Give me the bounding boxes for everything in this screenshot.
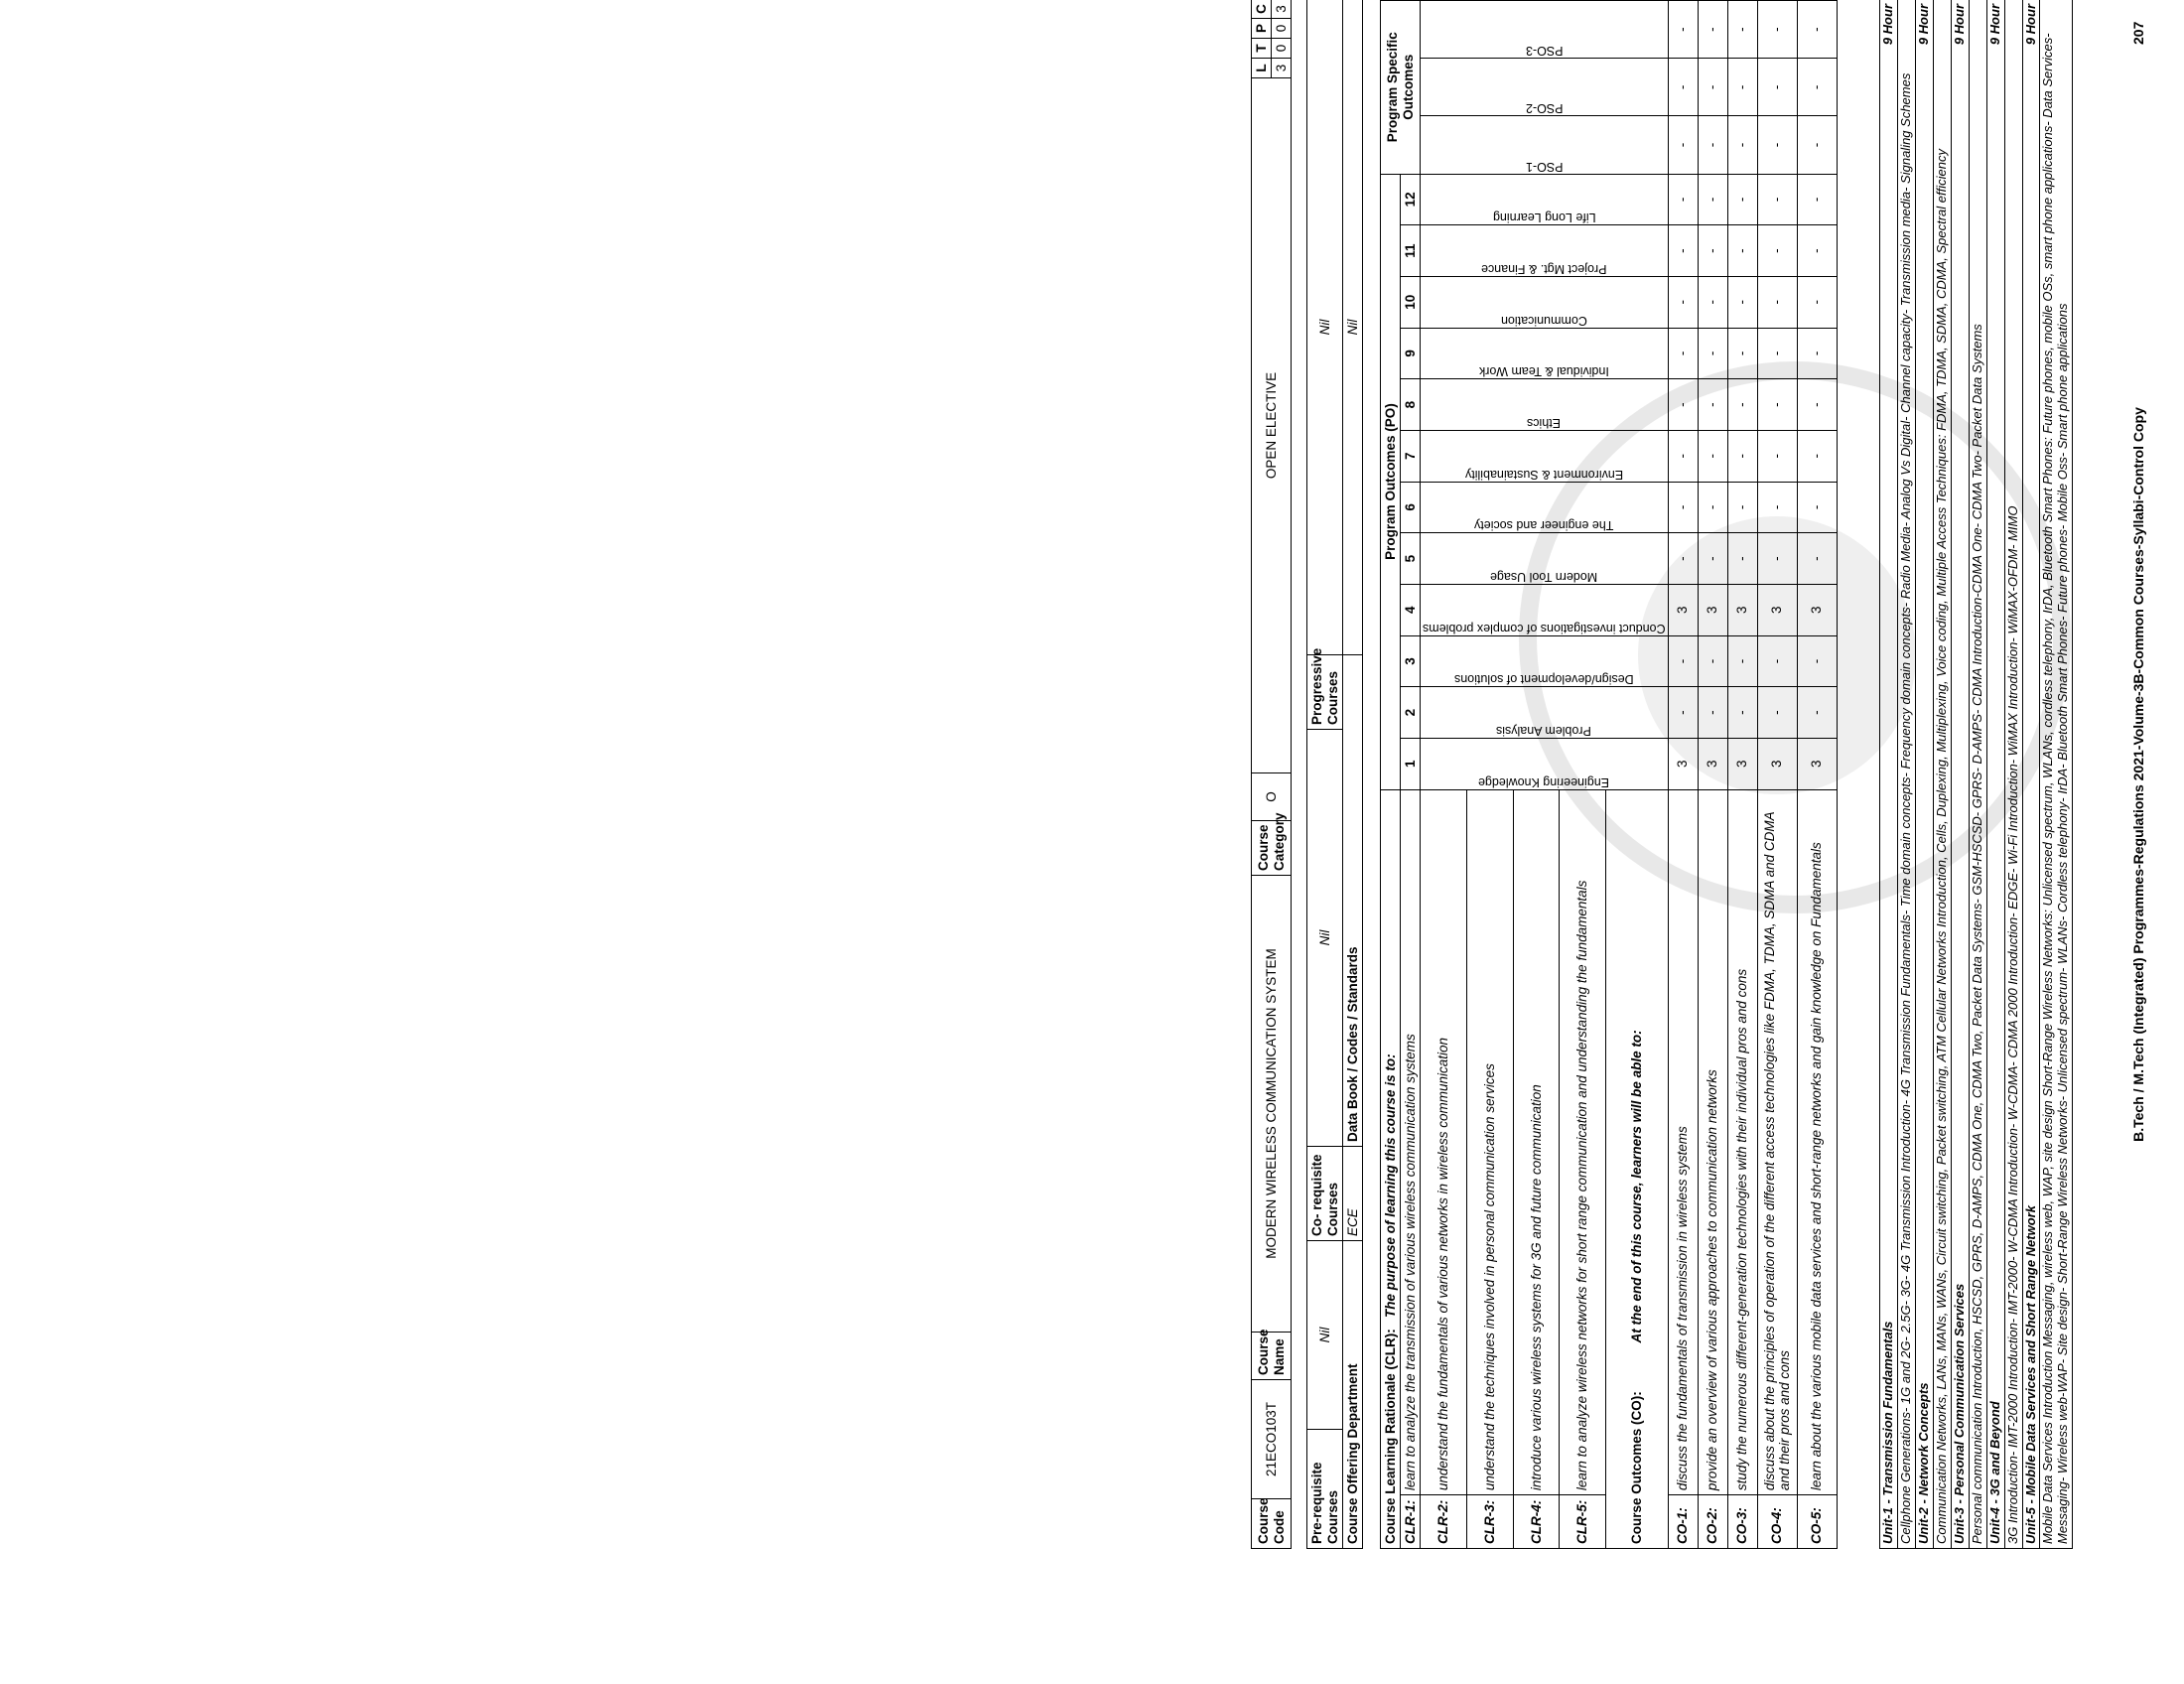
co-4-po7: - [1757, 430, 1797, 482]
ltpc-label-t: T [1252, 39, 1272, 59]
po-label-cell [1421, 174, 1669, 225]
co-5-po7: - [1797, 430, 1837, 482]
po-heading: Program Outcomes (PO) [1381, 174, 1401, 789]
co-1-text: discuss the fundamentals of transmission in wireless systems [1668, 789, 1698, 1495]
page-number: 207 [2130, 21, 2146, 45]
unit-3-hours: 9 Hour [1951, 0, 1969, 70]
po-number: 1 [1401, 738, 1421, 789]
pso-label: PSO-2 [1525, 101, 1564, 116]
progressive-value: Nil [1307, 0, 1343, 655]
co-3-id: CO-3: [1727, 1495, 1757, 1549]
co-4-po11: - [1757, 225, 1797, 277]
co-heading: Course Outcomes (CO): [1629, 1391, 1645, 1544]
po-label-cell [1421, 328, 1669, 379]
po-number: 9 [1401, 328, 1421, 379]
co-2-po9: - [1698, 328, 1727, 379]
co-3-pso2: - [1727, 59, 1757, 116]
po-number: 10 [1401, 276, 1421, 328]
co-4-pso2: - [1757, 59, 1797, 116]
course-category-name: OPEN ELECTIVE [1252, 78, 1292, 773]
ltpc-value-p: 0 [1272, 19, 1292, 39]
page-footer: B.Tech / M.Tech (Integrated) Programmes-Regulations 2021-Volume-3B-Common Courses-Syllabi-Control Copy [2130, 407, 2146, 1142]
co-4-po12: - [1757, 174, 1797, 225]
po-number: 8 [1401, 379, 1421, 431]
co-1-po11: - [1668, 225, 1698, 277]
pso-label-cell [1421, 116, 1669, 174]
units-table [1879, 0, 2073, 1549]
co-2-po1: 3 [1698, 738, 1727, 789]
po-label-cell [1421, 687, 1669, 739]
po-label-cell [1421, 430, 1669, 482]
po-label-cell [1421, 738, 1669, 789]
co-5-po9: - [1797, 328, 1837, 379]
po-number: 7 [1401, 430, 1421, 482]
co-1-po10: - [1668, 276, 1698, 328]
co-3-po5: - [1727, 533, 1757, 585]
co-1-po4: 3 [1668, 584, 1698, 635]
clr-1-text: learn to analyze the transmission of various wireless communication systems [1401, 789, 1421, 1495]
prerequisite-table [1306, 0, 1363, 1549]
po-number: 2 [1401, 687, 1421, 739]
co-3-po11: - [1727, 225, 1757, 277]
unit-1-hours: 9 Hour [1880, 0, 1898, 70]
co-2-po5: - [1698, 533, 1727, 585]
unit-5-title: Unit-5 - Mobile Data Services and Short Range Network [2022, 70, 2040, 1549]
po-number: 6 [1401, 482, 1421, 533]
co-1-po12: - [1668, 174, 1698, 225]
po-label: The engineer and society [1474, 518, 1614, 533]
co-5-pso2: - [1797, 59, 1837, 116]
co-4-pso3: - [1757, 1, 1797, 59]
co-2-po4: 3 [1698, 584, 1727, 635]
course-code: 21ECO103T [1252, 1380, 1292, 1499]
co-2-po6: - [1698, 482, 1727, 533]
pso-label: PSO-3 [1525, 44, 1564, 59]
pso-heading: Program Specific Outcomes [1381, 1, 1421, 175]
co-4-po4: 3 [1757, 584, 1797, 635]
clr-3-text: understand the techniques involved in personal communication services [1466, 789, 1513, 1495]
co-3-po3: - [1727, 635, 1757, 687]
po-number: 12 [1401, 174, 1421, 225]
co-5-po1: 3 [1797, 738, 1837, 789]
co-2-pso1: - [1698, 116, 1727, 174]
co-4-po5: - [1757, 533, 1797, 585]
po-label-cell [1421, 482, 1669, 533]
po-label: Communication [1500, 313, 1587, 328]
co-1-po3: - [1668, 635, 1698, 687]
co-5-po12: - [1797, 174, 1837, 225]
progressive-label: Progressive Courses [1307, 655, 1343, 730]
co-2-pso3: - [1698, 1, 1727, 59]
clr-1-id: CLR-1: [1401, 1495, 1421, 1549]
dept-label: Course Offering Department [1343, 1241, 1363, 1549]
co-5-pso3: - [1797, 1, 1837, 59]
outcomes-matrix [1380, 0, 1838, 1549]
ltpc-value-l: 3 [1272, 59, 1292, 78]
ltpc-label-l: L [1252, 59, 1272, 78]
course-code-label: Course Code [1252, 1499, 1292, 1549]
pso-label-cell [1421, 1, 1669, 59]
unit-1-content: Cellphone Generations- 1G and 2G- 2.5G- 3G- 4G Transmission Introduction- 4G Transmission Fundamentals- Time domain concepts- Frequency domain concepts- Radio Media- Analog Vs Digital- Channel capacity- Transmission media- Signaling Schemes [1897, 0, 1915, 1549]
po-label: Conduct investigations of complex problems [1423, 621, 1666, 635]
po-label: Project Mgt. & Finance [1481, 261, 1607, 276]
co-2-po2: - [1698, 687, 1727, 739]
po-label-cell [1421, 276, 1669, 328]
co-3-po1: 3 [1727, 738, 1757, 789]
co-heading-row [1606, 789, 1668, 1548]
po-label-cell [1421, 533, 1669, 585]
po-label-cell [1421, 584, 1669, 635]
co-1-pso3: - [1668, 1, 1698, 59]
co-3-po4: 3 [1727, 584, 1757, 635]
po-number: 4 [1401, 584, 1421, 635]
co-1-po9: - [1668, 328, 1698, 379]
unit-2-hours: 9 Hour [1915, 0, 1933, 70]
co-3-pso1: - [1727, 116, 1757, 174]
co-3-po8: - [1727, 379, 1757, 431]
co-4-po6: - [1757, 482, 1797, 533]
co-3-po6: - [1727, 482, 1757, 533]
clr-3-id: CLR-3: [1466, 1495, 1513, 1549]
co-2-po12: - [1698, 174, 1727, 225]
po-label-cell [1421, 225, 1669, 277]
co-5-po3: - [1797, 635, 1837, 687]
course-name-label: Course Name [1252, 1333, 1292, 1380]
prereq-label: Pre-requisite Courses [1307, 1430, 1343, 1549]
co-3-po2: - [1727, 687, 1757, 739]
co-2-po11: - [1698, 225, 1727, 277]
co-2-po10: - [1698, 276, 1727, 328]
co-5-id: CO-5: [1797, 1495, 1837, 1549]
co-1-po1: 3 [1668, 738, 1698, 789]
po-label: Engineering Knowledge [1478, 774, 1610, 789]
co-1-po6: - [1668, 482, 1698, 533]
co-1-po5: - [1668, 533, 1698, 585]
co-5-po6: - [1797, 482, 1837, 533]
co-4-pso1: - [1757, 116, 1797, 174]
co-4-po3: - [1757, 635, 1797, 687]
clr-intro: The purpose of learning this course is to: [1382, 1053, 1398, 1318]
clr-heading-row [1381, 789, 1401, 1548]
co-2-id: CO-2: [1698, 1495, 1727, 1549]
po-label: Design/development of solutions [1453, 672, 1634, 687]
co-3-po7: - [1727, 430, 1757, 482]
po-number: 11 [1401, 225, 1421, 277]
co-4-po2: - [1757, 687, 1797, 739]
co-4-po1: 3 [1757, 738, 1797, 789]
po-label-cell [1421, 379, 1669, 431]
po-label: Ethics [1527, 415, 1562, 430]
co-2-po3: - [1698, 635, 1727, 687]
co-3-pso3: - [1727, 1, 1757, 59]
co-5-pso1: - [1797, 116, 1837, 174]
clr-heading: Course Learning Rationale (CLR): [1382, 1329, 1398, 1544]
co-4-po9: - [1757, 328, 1797, 379]
course-category: O [1252, 773, 1292, 821]
unit-3-title: Unit-3 - Personal Communication Services [1951, 70, 1969, 1549]
prereq-value: Nil [1307, 1241, 1343, 1430]
unit-2-content: Communication Networks, LANs, MANs, WANs, Circuit switching, Packet switching, ATM Cellular Networks Introduction, Cells, Duplexing, Multiplexing, Voice coding, Multiple Access Techniques: FDMA, TDMA, SDMA, CDMA, Spectral efficiency [1933, 0, 1951, 1549]
co-5-po2: - [1797, 687, 1837, 739]
po-label: Environment & Sustainability [1464, 467, 1623, 482]
co-3-po12: - [1727, 174, 1757, 225]
unit-3-content: Personal communication Introduction, HSCSD, GPRS, D-AMPS, CDMA One, CDMA Two, Packet Data Systems- GSM-HSCSD- GPRS- D-AMPS- CDMA Introduction-CDMA One- CDMA Two- Packet Data Systems [1969, 0, 1986, 1549]
co-3-text: study the numerous different-generation technologies with their individual pros and cons [1727, 789, 1757, 1495]
ltpc-label-c: C [1252, 0, 1272, 19]
co-intro: At the end of this course, learners will be able to: [1629, 1030, 1645, 1343]
co-4-text: discuss about the principles of operation of the different access technologies like FDMA, TDMA, SDMA and CDMA and their pros and cons [1757, 789, 1797, 1495]
unit-4-hours: 9 Hour [1986, 0, 2004, 70]
co-2-po7: - [1698, 430, 1727, 482]
co-2-text: provide an overview of various approaches to communication networks [1698, 789, 1727, 1495]
co-2-pso2: - [1698, 59, 1727, 116]
coreq-label: Co- requisite Courses [1307, 1147, 1343, 1241]
co-1-po7: - [1668, 430, 1698, 482]
po-number: 3 [1401, 635, 1421, 687]
dept-value: ECE [1343, 1147, 1363, 1241]
co-5-po8: - [1797, 379, 1837, 431]
course-name: MODERN WIRELESS COMMUNICATION SYSTEM [1252, 876, 1292, 1333]
po-label: Problem Analysis [1496, 723, 1592, 738]
unit-4-content: 3G Introduction- IMT-2000 Introduction- IMT-2000- W-CDMA Introduction- W-CDMA- CDMA 2000 Introduction- EDGE- Wi-Fi Introduction- WiMAX Introduction- WiMAX-OFDM- MIMO [2004, 0, 2022, 1549]
co-1-pso1: - [1668, 116, 1698, 174]
rotated-page-content [1092, 0, 2184, 1549]
clr-4-id: CLR-4: [1513, 1495, 1560, 1549]
po-label: Life Long Learning [1492, 210, 1596, 225]
co-2-po8: - [1698, 379, 1727, 431]
po-label-cell [1421, 635, 1669, 687]
co-4-id: CO-4: [1757, 1495, 1797, 1549]
po-number: 5 [1401, 533, 1421, 585]
clr-4-text: introduce various wireless systems for 3G and future communication [1513, 789, 1560, 1495]
unit-2-title: Unit-2 - Network Concepts [1915, 70, 1933, 1549]
ltpc-label-p: P [1252, 19, 1272, 39]
clr-2-id: CLR-2: [1421, 1495, 1467, 1549]
pso-label-cell [1421, 59, 1669, 116]
co-1-pso2: - [1668, 59, 1698, 116]
co-5-text: learn about the various mobile data services and short-range networks and gain knowledge on Fundamentals [1797, 789, 1837, 1495]
ltpc-value-c: 3 [1272, 0, 1292, 19]
pso-label: PSO-1 [1525, 159, 1564, 174]
co-5-po11: - [1797, 225, 1837, 277]
databook-label: Data Book / Codes / Standards [1343, 655, 1363, 1147]
po-label: Modern Tool Usage [1490, 569, 1598, 584]
unit-4-title: Unit-4 - 3G and Beyond [1986, 70, 2004, 1549]
course-header [1251, 0, 1292, 1549]
clr-5-text: learn to analyze wireless networks for short range communication and understanding the fundamentals [1560, 789, 1606, 1495]
co-3-po9: - [1727, 328, 1757, 379]
co-1-id: CO-1: [1668, 1495, 1698, 1549]
co-1-po2: - [1668, 687, 1698, 739]
co-4-po8: - [1757, 379, 1797, 431]
unit-5-content: Mobile Data Services Introduction Messaging, wireless web, WAP, site design Short-Range Wireless Networks: Unlicensed spectrum, WLANs, cordless telephony, IrDA, Bluetooth Smart Phones: Future phones, mobile OSs, smart phone applications- Data Services- Messaging- Wireless web-WAP- Site design- Short-Range Wireless Networks- Unlicensed spectrum- WLANs- Cordless telephony- IrDA- Bluetooth Smart Phones- Future phones- Mobile Oss- Smart phone applications [2040, 0, 2073, 1549]
clr-2-text: understand the fundamentals of various networks in wireless communication [1421, 789, 1467, 1495]
unit-1-title: Unit-1 - Transmission Fundamentals [1880, 70, 1898, 1549]
unit-5-hours: 9 Hour [2022, 0, 2040, 70]
clr-5-id: CLR-5: [1560, 1495, 1606, 1549]
coreq-value: Nil [1307, 730, 1343, 1147]
co-5-po4: 3 [1797, 584, 1837, 635]
po-label: Individual & Team Work [1478, 364, 1609, 379]
co-4-po10: - [1757, 276, 1797, 328]
co-5-po5: - [1797, 533, 1837, 585]
databook-value: Nil [1343, 0, 1363, 655]
co-1-po8: - [1668, 379, 1698, 431]
co-3-po10: - [1727, 276, 1757, 328]
course-category-label: Course Category [1252, 821, 1292, 876]
co-5-po10: - [1797, 276, 1837, 328]
ltpc-value-t: 0 [1272, 39, 1292, 59]
